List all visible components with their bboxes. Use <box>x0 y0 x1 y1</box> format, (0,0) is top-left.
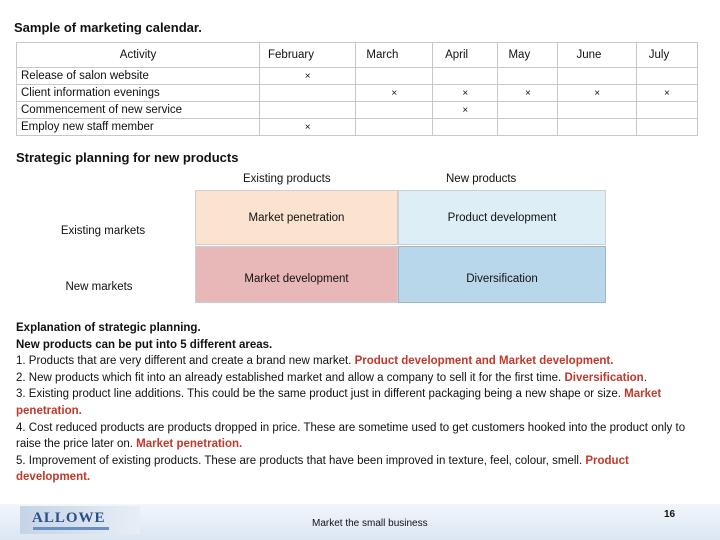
column-header-february: February <box>260 43 356 68</box>
schedule-mark: × <box>260 68 356 85</box>
schedule-mark <box>356 68 433 85</box>
table-row <box>17 68 698 85</box>
explanation-point-4 <box>16 420 706 453</box>
schedule-mark <box>433 119 498 136</box>
point-category: Product development. <box>16 454 629 484</box>
cell-label: Product development <box>447 211 557 224</box>
explanation-point-3 <box>16 386 706 419</box>
point-text: 1. Products that are very different and create a brand new market. <box>16 355 355 368</box>
activity-cell: Client information evenings <box>17 85 260 102</box>
marketing-calendar-table <box>16 42 698 136</box>
column-header-june: June <box>558 43 636 68</box>
schedule-mark <box>558 119 636 136</box>
activity-cell: Employ new staff member <box>17 119 260 136</box>
explanation-heading: Explanation of strategic planning. <box>16 322 201 334</box>
schedule-mark: × <box>498 85 558 102</box>
schedule-mark <box>498 68 558 85</box>
matrix-cell-market-penetration <box>195 190 398 245</box>
schedule-mark <box>636 102 697 119</box>
explanation-point-5 <box>16 453 706 486</box>
matrix-cell-product-development <box>398 190 606 245</box>
point-end: . <box>643 371 647 384</box>
schedule-mark <box>498 119 558 136</box>
explanation-subheading: New products can be put into 5 different areas. <box>16 338 273 351</box>
column-header-july: July <box>636 43 697 68</box>
page-number: 16 <box>664 509 676 520</box>
logo-underline <box>33 527 109 530</box>
cell-label: Market development <box>244 273 349 285</box>
schedule-mark <box>433 68 498 85</box>
point-text: 3. Existing product line additions. This could be the same product just in different packaging being a new shape or size. <box>16 388 625 401</box>
table-row <box>17 119 698 136</box>
schedule-mark: × <box>558 85 636 102</box>
table-row <box>17 85 698 102</box>
point-category: Product development and Market development. <box>354 355 614 368</box>
explanation-point-2 <box>16 370 706 387</box>
schedule-mark: × <box>433 85 498 102</box>
strategic-planning-heading: Strategic planning for new products <box>16 150 239 165</box>
point-category: Market penetration. <box>16 388 662 417</box>
schedule-mark <box>356 102 433 119</box>
schedule-mark: × <box>260 119 356 136</box>
page-title: Sample of marketing calendar. <box>14 20 202 35</box>
table-row <box>17 102 698 119</box>
column-header-may: May <box>498 43 558 68</box>
schedule-mark <box>636 119 697 136</box>
point-category: Diversification <box>564 371 644 384</box>
schedule-mark <box>498 102 558 119</box>
schedule-mark: × <box>433 102 498 119</box>
cell-label: Market penetration <box>248 211 345 224</box>
matrix-row-new-markets: New markets <box>65 281 133 293</box>
matrix-row-existing-markets: Existing markets <box>60 225 146 237</box>
matrix-cell-diversification <box>398 246 606 303</box>
matrix-column-new-products: New products <box>446 173 517 185</box>
schedule-mark <box>558 68 636 85</box>
matrix-column-existing-products: Existing products <box>243 173 331 185</box>
point-text: 5. Improvement of existing products. These are products that have been improved in texture, feel, colour, smell. <box>16 454 586 467</box>
point-category: Market penetration. <box>136 438 243 451</box>
schedule-mark <box>356 119 433 136</box>
point-text: 2. New products which fit into an already established market and allow a company to sell it for the first time. <box>16 371 565 384</box>
schedule-mark: × <box>356 85 433 102</box>
schedule-mark <box>636 68 697 85</box>
footer-caption: Market the small business <box>312 518 428 529</box>
schedule-mark <box>558 102 636 119</box>
activity-cell: Release of salon website <box>17 68 260 85</box>
matrix-cell-market-development <box>195 246 398 303</box>
schedule-mark <box>260 102 356 119</box>
schedule-mark: × <box>636 85 697 102</box>
explanation-block <box>16 320 706 486</box>
calendar-header-row <box>17 43 698 68</box>
cell-label: Diversification <box>466 273 538 285</box>
explanation-point-1 <box>16 353 706 370</box>
column-header-march: March <box>356 43 433 68</box>
point-text: 4. Cost reduced products are products dropped in price. These are sometime used to get customers hooked into the product only to raise the price later on. <box>16 421 686 451</box>
column-header-april: April <box>433 43 498 68</box>
allowe-logo: ALLOWE <box>32 510 106 526</box>
column-header-activity: Activity <box>17 43 260 68</box>
schedule-mark <box>260 85 356 102</box>
activity-cell: Commencement of new service <box>17 102 260 119</box>
